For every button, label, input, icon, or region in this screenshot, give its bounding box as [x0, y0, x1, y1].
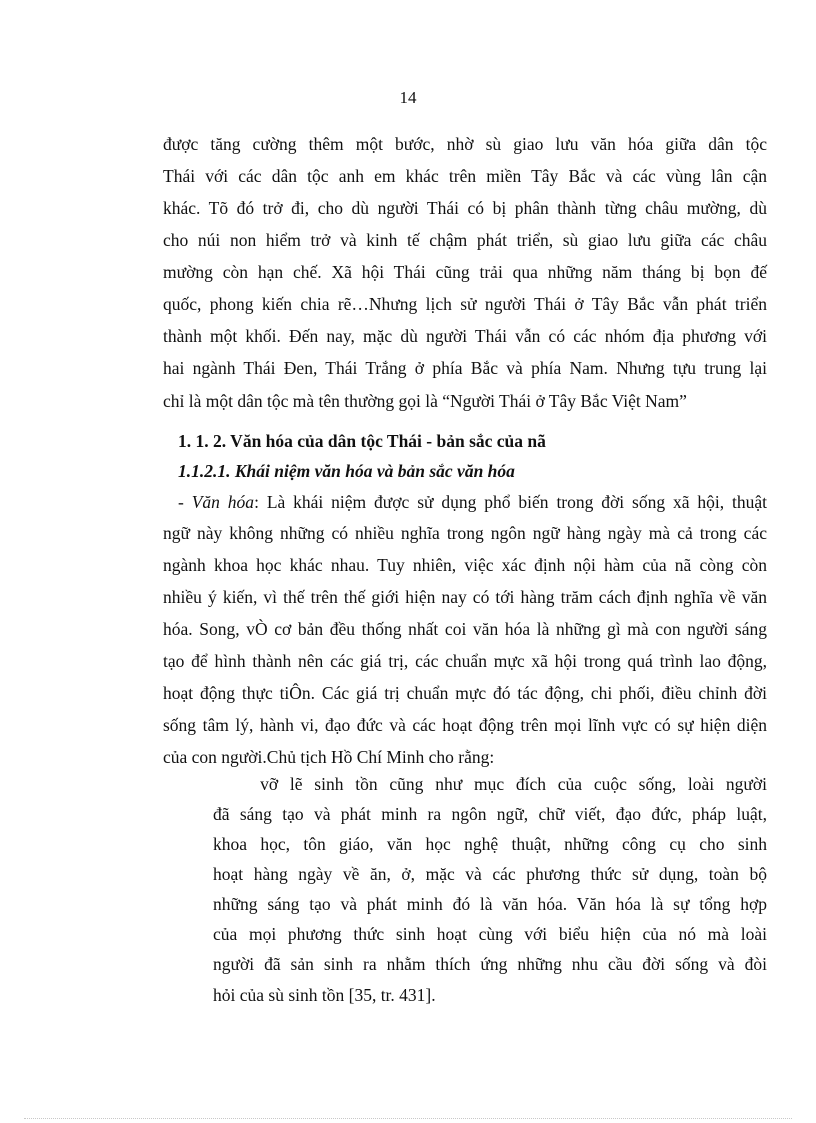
paragraph-line: thành một khối. Đến nay, mặc dù người Thái vẫn có các nhóm địa phương với	[163, 326, 767, 346]
paragraph-line: hóa. Song, vÒ cơ bản đều thống nhất coi văn hóa là những gì mà con người sáng	[163, 619, 767, 639]
paragraph-line: sống tâm lý, hành vi, đạo đức và các hoạt động trên mọi lĩnh vực có sự hiện diện	[163, 715, 767, 735]
paragraph-line: được tăng cường thêm một bước, nhờ sù giao lưu văn hóa giữa dân tộc	[163, 134, 767, 154]
paragraph-line: nhiều ý kiến, vì thế trên thế giới hiện nay có tới hàng trăm cách định nghĩa về văn	[163, 587, 767, 607]
quote-line: vỡ lẽ sinh tồn cũng như mục đích của cuộc sống, loài người	[213, 774, 767, 794]
paragraph-line: hoạt động thực tiÔn. Các giá trị chuẩn mực đó tác động, chi phối, điều chỉnh đời	[163, 683, 767, 703]
quote-line: hỏi của sù sinh tồn [35, tr. 431].	[213, 985, 436, 1005]
definition-text: : Là khái niệm được sử dụng phổ biến trong đời sống xã hội, thuật	[254, 492, 768, 512]
definition-term: Văn hóa	[191, 492, 255, 512]
page-bottom-divider	[24, 1118, 792, 1119]
paragraph-line: hai ngành Thái Đen, Thái Trắng ở phía Bắc và phía Nam. Nhưng tựu trung lại	[163, 358, 767, 378]
paragraph-line: tạo để hình thành nên các giá trị, các chuẩn mực xã hội trong quá trình lao động,	[163, 651, 767, 671]
paragraph-line: chỉ là một dân tộc mà tên thường gọi là “Người Thái ở Tây Bắc Việt Nam”	[163, 391, 687, 411]
paragraph-line: của con người.Chủ tịch Hồ Chí Minh cho rằng:	[163, 747, 495, 767]
page-number: 14	[399, 88, 417, 107]
quote-line: người đã sản sinh ra nhằm thích ứng những nhu cầu đời sống và đòi	[213, 954, 767, 974]
quote-line: khoa học, tôn giáo, văn học nghệ thuật, những công cụ cho sinh	[213, 834, 767, 854]
paragraph-line: Thái với các dân tộc anh em khác trên miền Tây Bắc và các vùng lân cận	[163, 166, 767, 186]
quote-line: hoạt hàng ngày về ăn, ở, mặc và các phương thức sử dụng, toàn bộ	[213, 864, 767, 884]
paragraph-line: ngành khoa học khác nhau. Tuy nhiên, việc xác định nội hàm của nã còng còn	[163, 555, 767, 575]
quote-line: đã sáng tạo và phát minh ra ngôn ngữ, chữ viết, đạo đức, pháp luật,	[213, 804, 767, 824]
paragraph-line: cho núi non hiểm trở và kinh tế chậm phát triển, sù giao lưu giữa các châu	[163, 230, 767, 250]
quote-line: những sáng tạo và phát minh đó là văn hóa. Văn hóa là sự tổng hợp	[213, 894, 767, 914]
paragraph-line: mường còn hạn chế. Xã hội Thái cũng trải qua những năm tháng bị bọn đế	[163, 262, 767, 282]
paragraph-line: ngữ này không những có nhiều nghĩa trong ngôn ngữ hàng ngày mà cả trong các	[163, 523, 767, 543]
subsection-heading: 1.1.2.1. Khái niệm văn hóa và bản sắc văn hóa	[178, 461, 515, 481]
definition-prefix: -	[178, 492, 192, 512]
quote-line: của mọi phương thức sinh hoạt cùng với biểu hiện của nó mà loài	[213, 924, 767, 944]
paragraph-line: khác. Tõ đó trở đi, cho dù người Thái có bị phân thành từng châu mường, dù	[163, 198, 767, 218]
definition-first-line	[178, 490, 767, 514]
paragraph-line: quốc, phong kiến chia rẽ…Nhưng lịch sử người Thái ở Tây Bắc vẫn phát triển	[163, 294, 767, 314]
section-heading: 1. 1. 2. Văn hóa của dân tộc Thái - bản sắc của nã	[178, 431, 546, 451]
